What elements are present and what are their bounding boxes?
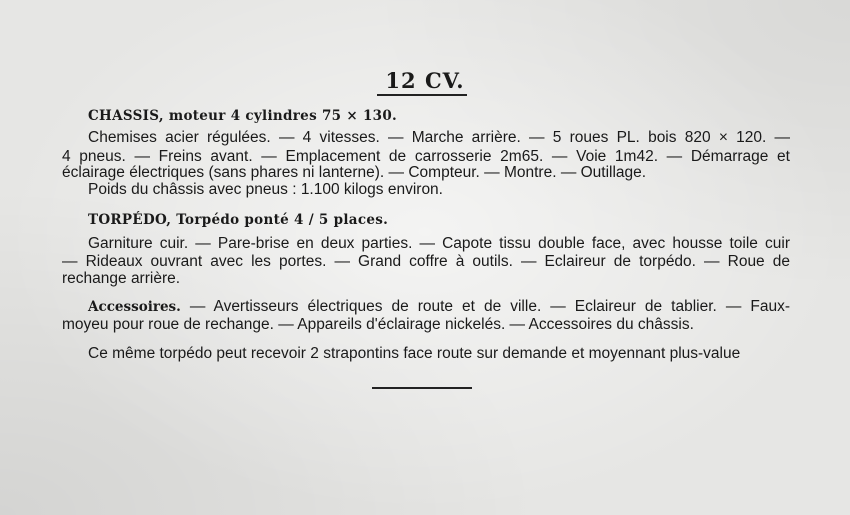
chassis-line-1: Chemises acier régulées. — 4 vitesses. — Marche arrière. — 5 roues PL. bois 820 × 120. — xyxy=(88,129,790,146)
accessoires-line-1 xyxy=(88,298,790,316)
torpedo-line-2: — Rideaux ouvrant avec les portes. — Grand coffre à outils. — Eclaireur de torpédo. — Roue de xyxy=(62,253,790,270)
accessoires-line-1-text: — Avertisseurs électriques de route et de ville. — Eclaireur de tablier. — Faux- xyxy=(180,298,790,315)
title-underline xyxy=(377,94,467,96)
chassis-line-4: Poids du châssis avec pneus : 1.100 kilogs environ. xyxy=(88,181,443,198)
chassis-line-3: éclairage électriques (sans phares ni lanterne). — Compteur. — Montre. — Outillage. xyxy=(62,164,647,181)
torpedo-line-1: Garniture cuir. — Pare-brise en deux parties. — Capote tissu double face, avec housse toile cuir xyxy=(88,235,790,252)
torpedo-line-3: rechange arrière. xyxy=(62,270,181,287)
bottom-divider xyxy=(372,387,472,389)
chassis-heading: CHASSIS, moteur 4 cylindres 75 × 130. xyxy=(88,108,398,124)
page-title: 12 CV. xyxy=(385,68,465,93)
accessoires-label: Accessoires. xyxy=(88,299,181,315)
closing-note: Ce même torpédo peut recevoir 2 strapontins face route sur demande et moyennant plus-value xyxy=(88,345,741,362)
chassis-line-2: 4 pneus. — Freins avant. — Emplacement de carrosserie 2m65. — Voie 1m42. — Démarrage et xyxy=(62,148,790,165)
torpedo-heading: TORPÉDO, Torpédo ponté 4 / 5 places. xyxy=(88,212,389,228)
accessoires-line-2: moyeu pour roue de rechange. — Appareils d'éclairage nickelés. — Accessoires du châssis. xyxy=(62,316,694,333)
